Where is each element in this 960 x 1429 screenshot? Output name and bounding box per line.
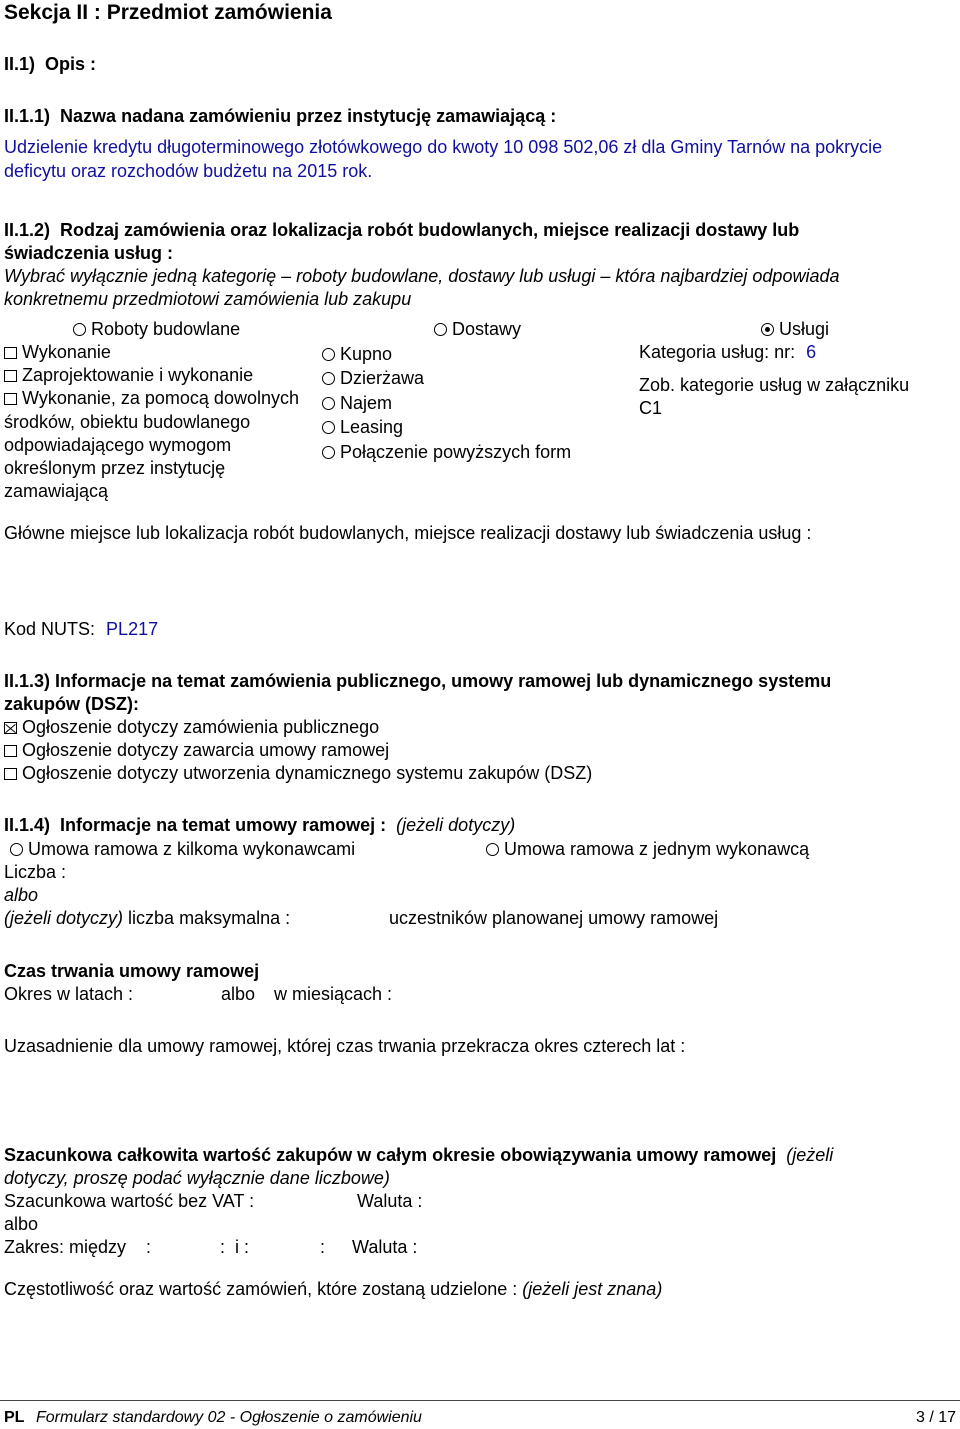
liczba-label: Liczba : bbox=[4, 862, 67, 882]
umowa-ramowa-heading-text: Informacje na temat umowy ramowej : bbox=[60, 815, 387, 835]
uzasadnienie-label: Uzasadnienie dla umowy ramowej, której czas trwania przekracza okres czterech lat : bbox=[4, 1036, 686, 1056]
informacje-heading-line2: zakupów (DSZ): bbox=[4, 694, 139, 714]
umowa-kilkoma-label: Umowa ramowa z kilkoma wykonawcami bbox=[28, 839, 356, 859]
roboty-zaprojektowanie-checkbox[interactable] bbox=[4, 364, 253, 387]
zakres-colon-3: : bbox=[320, 1237, 326, 1257]
umowa-ramowa-label: II.1.4) bbox=[4, 815, 51, 835]
informacje-opt1-checkbox[interactable] bbox=[4, 716, 379, 739]
rodzaj-instruction-line1: Wybrać wyłącznie jedną kategorię – roboty budowlane, dostawy lub usługi – która najbardziej odpowiada bbox=[4, 266, 840, 286]
w-miesiacach-label: w miesiącach : bbox=[274, 984, 393, 1004]
kategoria-uslug-nr: 6 bbox=[806, 342, 817, 362]
dostawy-polaczenie-radio[interactable] bbox=[322, 441, 571, 464]
czas-albo-text: albo bbox=[221, 984, 256, 1004]
footer-divider bbox=[0, 1400, 960, 1401]
informacje-opt3-checkbox[interactable] bbox=[4, 762, 592, 785]
rodzaj-heading bbox=[4, 219, 799, 242]
rodzaj-label: II.1.2) bbox=[4, 220, 51, 240]
radio-unchecked-icon bbox=[322, 446, 335, 459]
umowa-jednym-label: Umowa ramowa z jednym wykonawcą bbox=[504, 839, 810, 859]
footer-page-number: 3 / 17 bbox=[915, 1409, 956, 1426]
nazwa-value-line2: deficytu oraz rozchodów budżetu na 2015 rok. bbox=[4, 161, 373, 181]
dostawy-najem-radio[interactable] bbox=[322, 392, 392, 415]
checkbox-checked-icon bbox=[4, 722, 17, 734]
nazwa-heading-text: Nazwa nadana zamówieniu przez instytucję zamawiającą : bbox=[60, 106, 557, 126]
zakres-i-label: i : bbox=[235, 1237, 250, 1257]
umowa-kilkoma-radio[interactable] bbox=[10, 838, 355, 861]
radio-unchecked-icon bbox=[73, 323, 86, 336]
opis-text: Opis : bbox=[45, 54, 97, 74]
informacje-heading-line1: Informacje na temat zamówienia publicznego, umowy ramowej lub dynamicznego systemu bbox=[55, 671, 832, 691]
czas-heading: Czas trwania umowy ramowej bbox=[4, 961, 260, 981]
informacje-opt3-label: Ogłoszenie dotyczy utworzenia dynamicznego systemu zakupów (DSZ) bbox=[22, 763, 593, 783]
glowne-miejsce-label: Główne miejsce lub lokalizacja robót budowlanych, miejsce realizacji dostawy lub świadczenia usług : bbox=[4, 523, 812, 543]
checkbox-empty-icon bbox=[4, 768, 17, 780]
radio-unchecked-icon bbox=[322, 348, 335, 361]
szacunkowa-heading bbox=[4, 1144, 833, 1167]
jezeli-dotyczy-note: (jeżeli dotyczy) bbox=[4, 908, 124, 928]
albo-text: albo bbox=[4, 885, 39, 905]
checkbox-empty-icon bbox=[4, 370, 17, 382]
radio-unchecked-icon bbox=[322, 397, 335, 410]
bez-vat-label: Szacunkowa wartość bez VAT : bbox=[4, 1191, 255, 1211]
nuts-value: PL217 bbox=[106, 619, 159, 639]
radio-unchecked-icon bbox=[322, 421, 335, 434]
kategoria-uslug bbox=[639, 341, 816, 364]
czestotliwosc-note: (jeżeli jest znana) bbox=[522, 1279, 663, 1299]
informacje-heading bbox=[4, 670, 831, 693]
checkbox-empty-icon bbox=[4, 393, 17, 405]
roboty-pomoca-checkbox[interactable] bbox=[4, 387, 299, 410]
zob-line1: Zob. kategorie usług w załączniku bbox=[639, 375, 910, 395]
checkbox-empty-icon bbox=[4, 745, 17, 757]
dostawy-leasing-radio[interactable] bbox=[322, 416, 403, 439]
zakres-colon-2: : bbox=[220, 1237, 226, 1257]
roboty-pomoca-line4: określonym przez instytucję bbox=[4, 458, 226, 478]
radio-unchecked-icon bbox=[322, 372, 335, 385]
dostawy-kupno-radio[interactable] bbox=[322, 343, 392, 366]
waluta2-label: Waluta : bbox=[352, 1237, 418, 1257]
roboty-pomoca-line2: środków, obiektu budowlanego bbox=[4, 412, 251, 432]
opis-label: II.1) bbox=[4, 54, 36, 74]
czestotliwosc bbox=[4, 1278, 662, 1301]
informacje-opt2-checkbox[interactable] bbox=[4, 739, 389, 762]
radio-unchecked-icon bbox=[486, 843, 499, 856]
roboty-pomoca-line5: zamawiającą bbox=[4, 481, 109, 501]
footer-form-title: Formularz standardowy 02 - Ogłoszenie o zamówieniu bbox=[36, 1409, 422, 1426]
umowa-ramowa-note: (jeżeli dotyczy) bbox=[396, 815, 516, 835]
liczba-maksymalna bbox=[4, 907, 290, 930]
szacunkowa-note-a: (jeżeli bbox=[786, 1145, 834, 1165]
informacje-label: II.1.3) bbox=[4, 671, 51, 691]
rodzaj-heading-line2: świadczenia usług : bbox=[4, 243, 174, 263]
kategoria-uslug-label: Kategoria usług: nr: bbox=[639, 342, 796, 362]
uczestnikow-label: uczestników planowanej umowy ramowej bbox=[389, 908, 719, 928]
dostawy-option-label: Leasing bbox=[340, 417, 404, 437]
umowa-ramowa-heading bbox=[4, 814, 515, 837]
category-dostawy-label: Dostawy bbox=[452, 319, 522, 339]
rodzaj-heading-line1: Rodzaj zamówienia oraz lokalizacja robót budowlanych, miejsce realizacji dostawy lub bbox=[60, 220, 800, 240]
category-roboty-label: Roboty budowlane bbox=[91, 319, 241, 339]
dostawy-option-label: Najem bbox=[340, 393, 393, 413]
nazwa-label: II.1.1) bbox=[4, 106, 51, 126]
category-uslugi-label: Usługi bbox=[779, 319, 830, 339]
zob-line2: C1 bbox=[639, 398, 663, 418]
zakres-colon-1: : bbox=[146, 1237, 152, 1257]
dostawy-dzierzawa-radio[interactable] bbox=[322, 367, 424, 390]
opis-heading bbox=[4, 53, 96, 76]
szacunkowa-albo-text: albo bbox=[4, 1214, 39, 1234]
nazwa-heading bbox=[4, 105, 556, 128]
checkbox-empty-icon bbox=[4, 347, 17, 359]
nuts-code bbox=[4, 618, 158, 641]
roboty-wykonanie-label: Wykonanie bbox=[22, 342, 111, 362]
dostawy-option-label: Kupno bbox=[340, 344, 393, 364]
nuts-label: Kod NUTS: bbox=[4, 619, 96, 639]
liczba-maksymalna-label: liczba maksymalna : bbox=[128, 908, 291, 928]
roboty-zaprojektowanie-label: Zaprojektowanie i wykonanie bbox=[22, 365, 254, 385]
roboty-wykonanie-checkbox[interactable] bbox=[4, 341, 111, 364]
szacunkowa-note-b: dotyczy, proszę podać wyłącznie dane liczbowe) bbox=[4, 1168, 390, 1188]
dostawy-option-label: Połączenie powyższych form bbox=[340, 442, 572, 462]
roboty-pomoca-line3: odpowiadającego wymogom bbox=[4, 435, 232, 455]
waluta-label: Waluta : bbox=[357, 1191, 423, 1211]
footer-lang: PL bbox=[4, 1409, 25, 1426]
roboty-pomoca-label-line1: Wykonanie, za pomocą dowolnych bbox=[22, 388, 299, 408]
zakres-label: Zakres: między bbox=[4, 1237, 127, 1257]
okres-w-latach-label: Okres w latach : bbox=[4, 984, 134, 1004]
dostawy-option-label: Dzierżawa bbox=[340, 368, 425, 388]
nazwa-value-line1: Udzielenie kredytu długoterminowego złotówkowego do kwoty 10 098 502,06 zł dla Gminy Tarnów na pokrycie bbox=[4, 137, 883, 157]
category-roboty-radio[interactable] bbox=[73, 318, 240, 341]
informacje-opt1-label: Ogłoszenie dotyczy zamówienia publicznego bbox=[22, 717, 380, 737]
informacje-opt2-label: Ogłoszenie dotyczy zawarcia umowy ramowej bbox=[22, 740, 390, 760]
radio-checked-icon bbox=[761, 323, 774, 336]
umowa-jednym-radio[interactable] bbox=[486, 838, 809, 861]
category-dostawy-radio[interactable] bbox=[434, 318, 521, 341]
category-uslugi-radio[interactable] bbox=[761, 318, 829, 341]
radio-unchecked-icon bbox=[10, 843, 23, 856]
section-title: Sekcja II : Przedmiot zamówienia bbox=[4, 1, 332, 24]
czestotliwosc-label: Częstotliwość oraz wartość zamówień, które zostaną udzielone : bbox=[4, 1279, 518, 1299]
rodzaj-instruction-line2: konkretnemu przedmiotowi zamówienia lub zakupu bbox=[4, 289, 412, 309]
szacunkowa-heading-text: Szacunkowa całkowita wartość zakupów w całym okresie obowiązywania umowy ramowej bbox=[4, 1145, 777, 1165]
radio-unchecked-icon bbox=[434, 323, 447, 336]
